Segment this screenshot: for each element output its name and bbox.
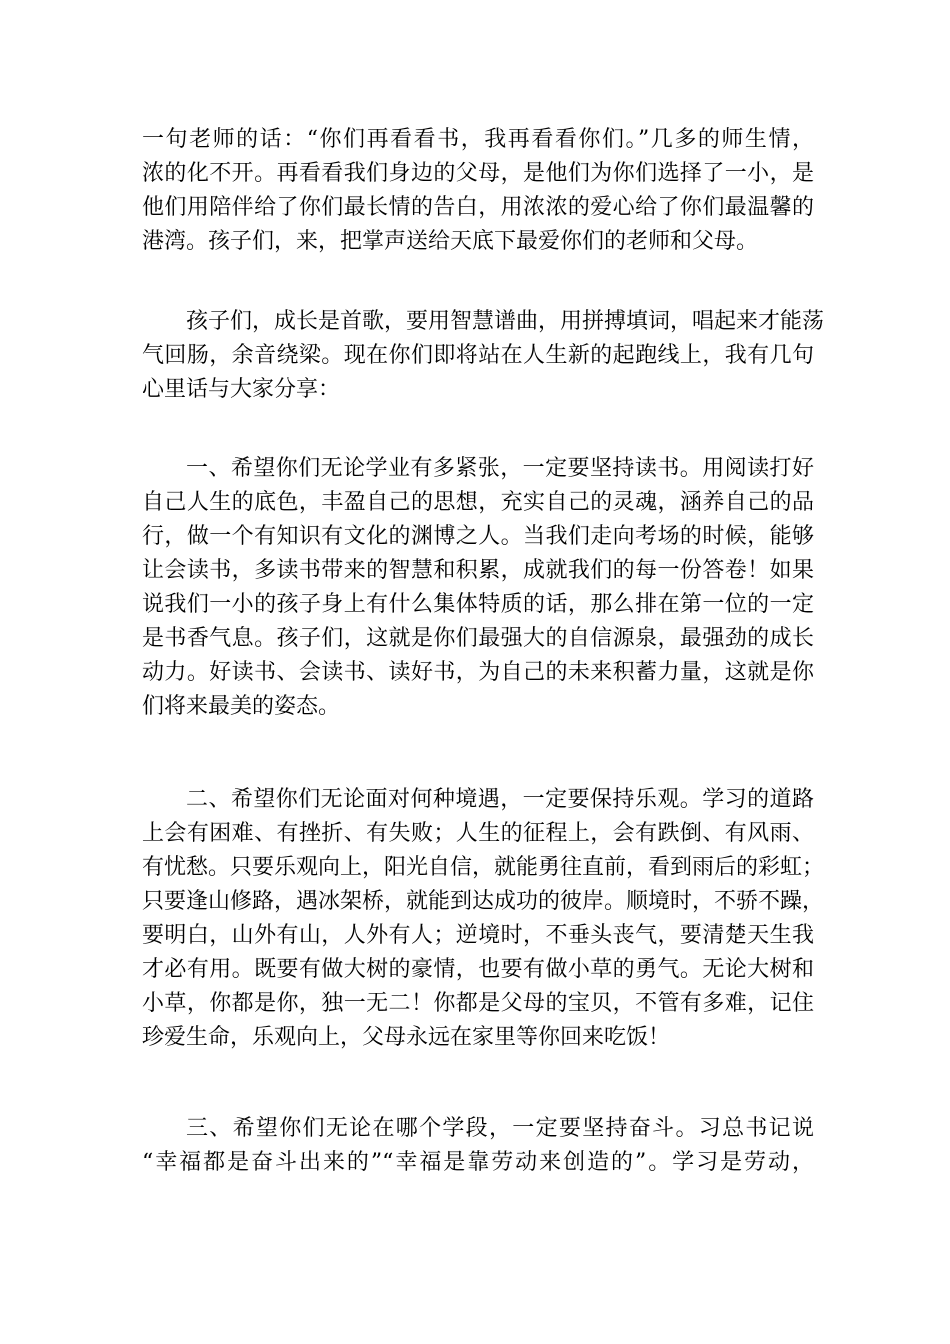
paragraph-2 [142, 305, 825, 407]
paragraph-line: 一、希望你们无论学业有多紧张，一定要坚持读书。用阅读打好 [186, 456, 814, 481]
paragraph-line: 行，做一个有知识有文化的渊博之人。当我们走向考场的时候，能够 [142, 524, 814, 549]
paragraph-line: 三、希望你们无论在哪个学段，一定要坚持奋斗。习总书记说 [186, 1116, 814, 1141]
paragraph-line: 才必有用。既要有做大树的豪情，也要有做小草的勇气。无论大树和 [142, 957, 814, 982]
paragraph-line: 二、希望你们无论面对何种境遇，一定要保持乐观。学习的道路 [186, 787, 814, 812]
paragraph-line: 珍爱生命，乐观向上，父母永远在家里等你回来吃饭！ [142, 1025, 671, 1050]
paragraph-line: 气回肠，余音绕梁。现在你们即将站在人生新的起跑线上，我有几句 [142, 343, 814, 368]
paragraph-line: 让会读书，多读书带来的智慧和积累，成就我们的每一份答卷！如果 [142, 558, 814, 583]
paragraph-line: 们将来最美的姿态。 [142, 694, 341, 719]
paragraph-line: 要明白，山外有山，人外有人；逆境时，不垂头丧气，要清楚天生我 [142, 923, 814, 948]
paragraph-line: 浓的化不开。再看看我们身边的父母，是他们为你们选择了一小，是 [142, 161, 814, 186]
paragraph-line: 是书香气息。孩子们，这就是你们最强大的自信源泉，最强劲的成长 [142, 626, 814, 651]
paragraph-line: 只要逢山修路，遇冰架桥，就能到达成功的彼岸。顺境时，不骄不躁， [142, 889, 825, 914]
paragraph-5 [142, 1112, 814, 1180]
paragraph-3 [142, 452, 814, 724]
paragraph-line: 港湾。孩子们，来，把掌声送给天底下最爱你们的老师和父母。 [142, 229, 759, 254]
paragraph-line: 上会有困难、有挫折、有失败；人生的征程上，会有跌倒、有风雨、 [142, 821, 814, 846]
paragraph-line: 有忧愁。只要乐观向上，阳光自信，就能勇往直前，看到雨后的彩虹； [142, 855, 825, 880]
paragraph-line: 孩子们，成长是首歌，要用智慧谱曲，用拼搏填词，唱起来才能荡 [186, 309, 825, 334]
paragraph-line: 小草，你都是你，独一无二！你都是父母的宝贝，不管有多难，记住 [142, 991, 814, 1016]
paragraph-4 [142, 783, 825, 1055]
paragraph-line: 一句老师的话：“你们再看看书，我再看看你们。”几多的师生情， [142, 127, 814, 152]
paragraph-line: “幸福都是奋斗出来的”“幸福是靠劳动来创造的”。学习是劳动， [142, 1150, 814, 1175]
paragraph-line: 心里话与大家分享： [142, 377, 341, 402]
paragraph-1 [142, 123, 814, 259]
paragraph-line: 他们用陪伴给了你们最长情的告白，用浓浓的爱心给了你们最温馨的 [142, 195, 814, 220]
paragraph-line: 说我们一小的孩子身上有什么集体特质的话，那么排在第一位的一定 [142, 592, 814, 617]
paragraph-line: 自己人生的底色，丰盈自己的思想，充实自己的灵魂，涵养自己的品 [142, 490, 814, 515]
paragraph-line: 动力。好读书、会读书、读好书，为自己的未来积蓄力量，这就是你 [142, 660, 814, 685]
